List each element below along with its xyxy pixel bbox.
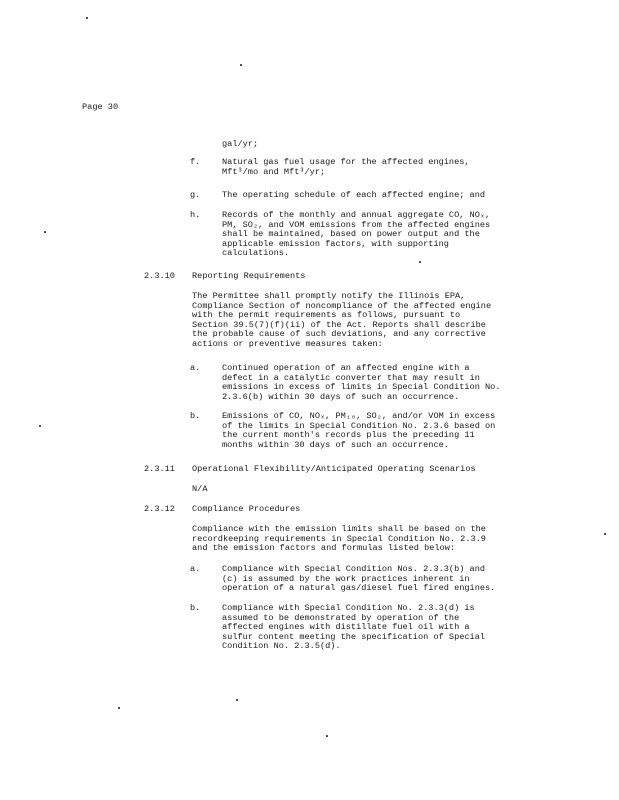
scan-speck [419,261,421,263]
item-text-b: Emissions of CO, NOₓ, PM₁₀, SO₂, and/or VOM in excess of the limits in Special Condition No. 2.3.6 based on the current month's records plus the preceding 11 months within 30 days of such an occurrence. [222,411,496,450]
scan-speck [236,699,238,701]
item-text-b: Compliance with Special Condition No. 2.3.3(d) is assumed to be demonstrated by operation of the affected engines with distillate fuel oil with a sulfur content meeting the specification of Special Condition No. 2.3.5(d). [222,603,486,652]
section-number-2-3-10: 2.3.10 [144,271,175,281]
section-title-2-3-10: Reporting Requirements [192,271,306,281]
section-number-2-3-12: 2.3.12 [144,504,175,514]
item-letter-b: b. [190,411,201,421]
item-letter-g: g. [190,190,201,200]
page-number: Page 30 [82,102,119,112]
item-letter-h: h. [190,210,201,220]
scan-speck [86,17,88,19]
section-title-2-3-11: Operational Flexibility/Anticipated Operating Scenarios [192,464,476,474]
section-number-2-3-11: 2.3.11 [144,464,175,474]
scan-speck [326,735,328,737]
item-text-a: Compliance with Special Condition Nos. 2.3.3(b) and (c) is assumed by the work practices inherent in operation of a natural gas/diesel fuel fired engines. [222,564,496,594]
scan-speck [44,231,46,233]
scan-speck [240,64,242,66]
item-letter-a: a. [190,564,201,574]
section-body-2-3-11: N/A [192,484,208,494]
item-text-g: The operating schedule of each affected engine; and [222,190,486,200]
scan-speck [39,425,41,427]
scan-speck [604,533,606,535]
scan-speck [118,707,120,709]
item-text-a: Continued operation of an affected engine with a defect in a catalytic converter that may result in emissions in excess of limits in Special Condition No. 2.3.6(b) within 30 days of such an occurrence. [222,363,501,402]
continuation-text: gal/yr; [222,139,259,149]
item-text-h: Records of the monthly and annual aggregate CO, NOₓ, PM, SO₂, and VOM emissions from the affected engines shall be maintained, based on power output and the applicable emission factors, with supporting calculations. [222,210,491,259]
section-para-2-3-12: Compliance with the emission limits shall be based on the recordkeeping requirements in Special Condition No. 2.3.9 and the emission factors and formulas listed below: [192,524,486,554]
item-letter-b: b. [190,603,201,613]
item-letter-f: f. [190,157,201,167]
item-text-f: Natural gas fuel usage for the affected engines, Mft³/mo and Mft³/yr; [222,157,470,177]
section-para-2-3-10: The Permittee shall promptly notify the Illinois EPA, Compliance Section of noncompliance of the affected engine with the permit requirements as follows, pursuant to Section 39.5(7)(f)(ii) of the Act. Reports shall describe the probable cause of such deviations, and any corrective actions or preventive measures taken: [192,291,492,349]
item-letter-a: a. [190,363,201,373]
section-title-2-3-12: Compliance Procedures [192,504,301,514]
